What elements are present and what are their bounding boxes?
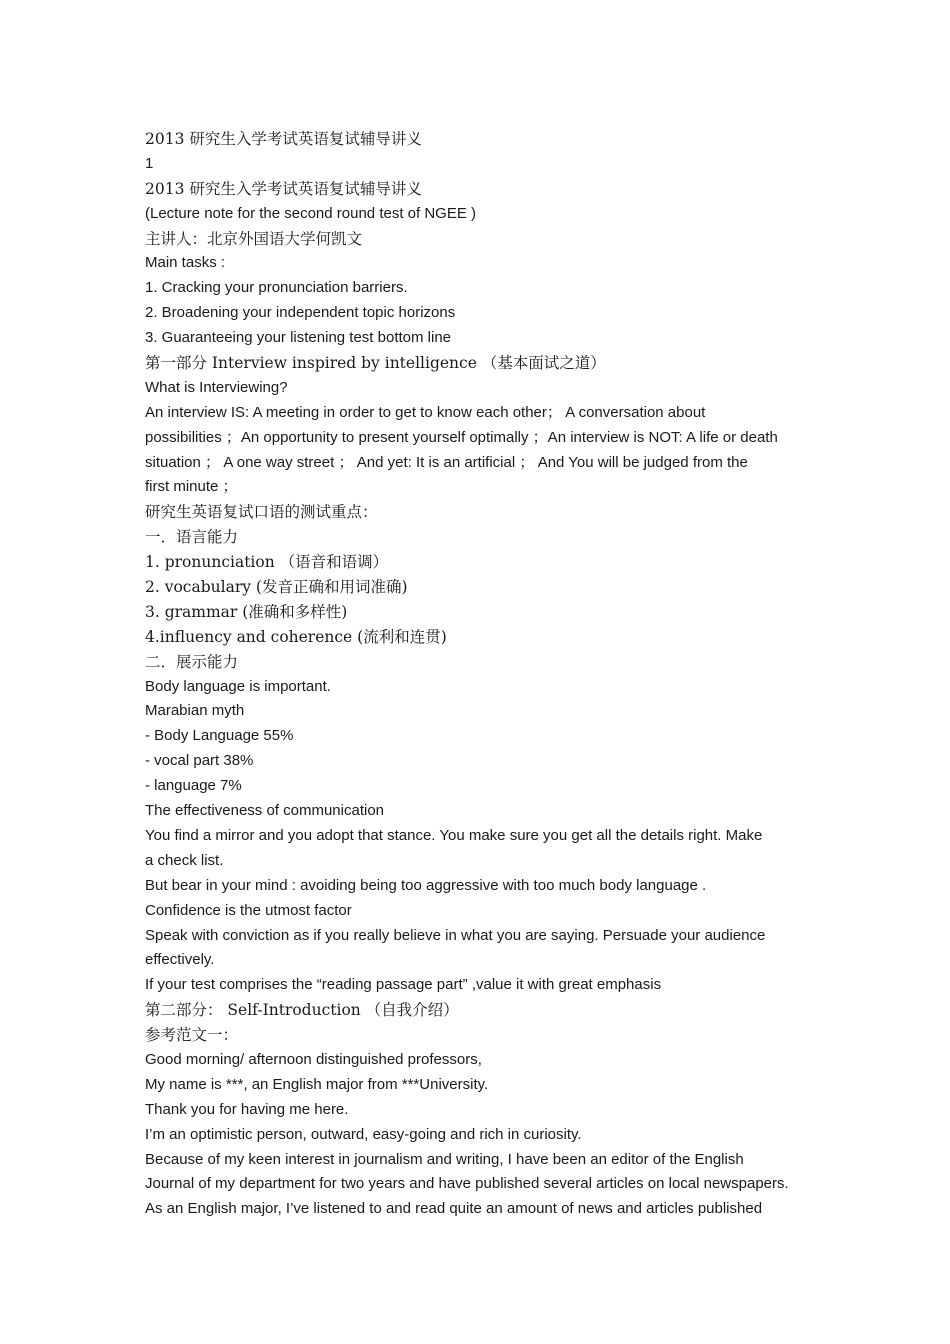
list-item: - vocal part 38% — [145, 752, 254, 770]
text-line: Thank you for having me here. — [145, 1100, 349, 1118]
text-line: But bear in your mind : avoiding being too aggressive with too much body language . — [145, 876, 707, 894]
text-line: Marabian myth — [145, 702, 245, 720]
text-line: Confidence is the utmost factor — [145, 901, 352, 919]
text-line: What is Interviewing? — [145, 378, 288, 396]
list-item: 2. vocabulary (发音正确和用词准确) — [145, 578, 408, 597]
text-line: Because of my keen interest in journalism and writing, I have been an editor of the English — [145, 1150, 744, 1168]
section-heading-part2: 第二部分： Self-Introduction （自我介绍） — [145, 1001, 459, 1020]
main-tasks-heading: Main tasks : — [145, 254, 226, 272]
text-line: a check list. — [145, 851, 224, 869]
doc-title: 2013 研究生入学考试英语复试辅导讲义 — [145, 130, 422, 148]
text-line: effectively. — [145, 951, 215, 969]
lecturer-line: 主讲人：北京外国语大学何凯文 — [145, 229, 363, 248]
subsection-heading: 研究生英语复试口语的测试重点： — [145, 503, 378, 522]
section-heading-part1: 第一部分 Interview inspired by intelligence （基本面试之道） — [145, 354, 606, 373]
subsection-heading: 一．语言能力 — [145, 528, 239, 547]
text-line: If your test comprises the “reading passage part” ,value it with great emphasis — [145, 976, 662, 994]
list-item: - language 7% — [145, 777, 242, 795]
list-item: 1. pronunciation （语音和语调） — [145, 553, 389, 572]
text-line: My name is ***, an English major from ***University. — [145, 1075, 489, 1093]
document-page — [145, 127, 825, 1222]
page-number: 1 — [145, 154, 154, 172]
list-item: - Body Language 55% — [145, 727, 294, 745]
doc-title-repeat: 2013 研究生入学考试英语复试辅导讲义 — [145, 179, 422, 198]
list-item: 4.influency and coherence (流利和连贯) — [145, 627, 447, 646]
subsection-heading: 二．展示能力 — [145, 652, 239, 671]
text-line: first minute ； — [145, 478, 238, 496]
text-line: I’m an optimistic person, outward, easy-going and rich in curiosity. — [145, 1125, 582, 1143]
text-line: Good morning/ afternoon distinguished professors, — [145, 1050, 482, 1068]
subsection-heading: 参考范文一： — [145, 1026, 239, 1045]
doc-subtitle: (Lecture note for the second round test of NGEE ) — [145, 204, 477, 222]
task-item: 3. Guaranteeing your listening test bottom line — [145, 329, 452, 347]
text-line: An interview IS: A meeting in order to get to know each other； A conversation about — [145, 403, 706, 421]
text-line: Speak with conviction as if you really believe in what you are saying. Persuade your audience — [145, 926, 766, 944]
text-line: You find a mirror and you adopt that stance. You make sure you get all the details right. Make — [145, 826, 763, 844]
text-line: Body language is important. — [145, 677, 331, 695]
task-item: 1. Cracking your pronunciation barriers. — [145, 279, 408, 297]
text-line: situation ； A one way street ； And yet: It is an artificial ； And You will be judged from the — [145, 453, 748, 471]
text-line: Journal of my department for two years and have published several articles on local newspapers. — [145, 1175, 789, 1193]
text-line: As an English major, I’ve listened to and read quite an amount of news and articles published — [145, 1200, 763, 1218]
task-item: 2. Broadening your independent topic horizons — [145, 304, 456, 322]
text-line: possibilities ；An opportunity to present yourself optimally ；An interview is NOT: A life or death — [145, 428, 778, 446]
text-line: The effectiveness of communication — [145, 802, 385, 820]
list-item: 3. grammar (准确和多样性) — [145, 602, 348, 621]
